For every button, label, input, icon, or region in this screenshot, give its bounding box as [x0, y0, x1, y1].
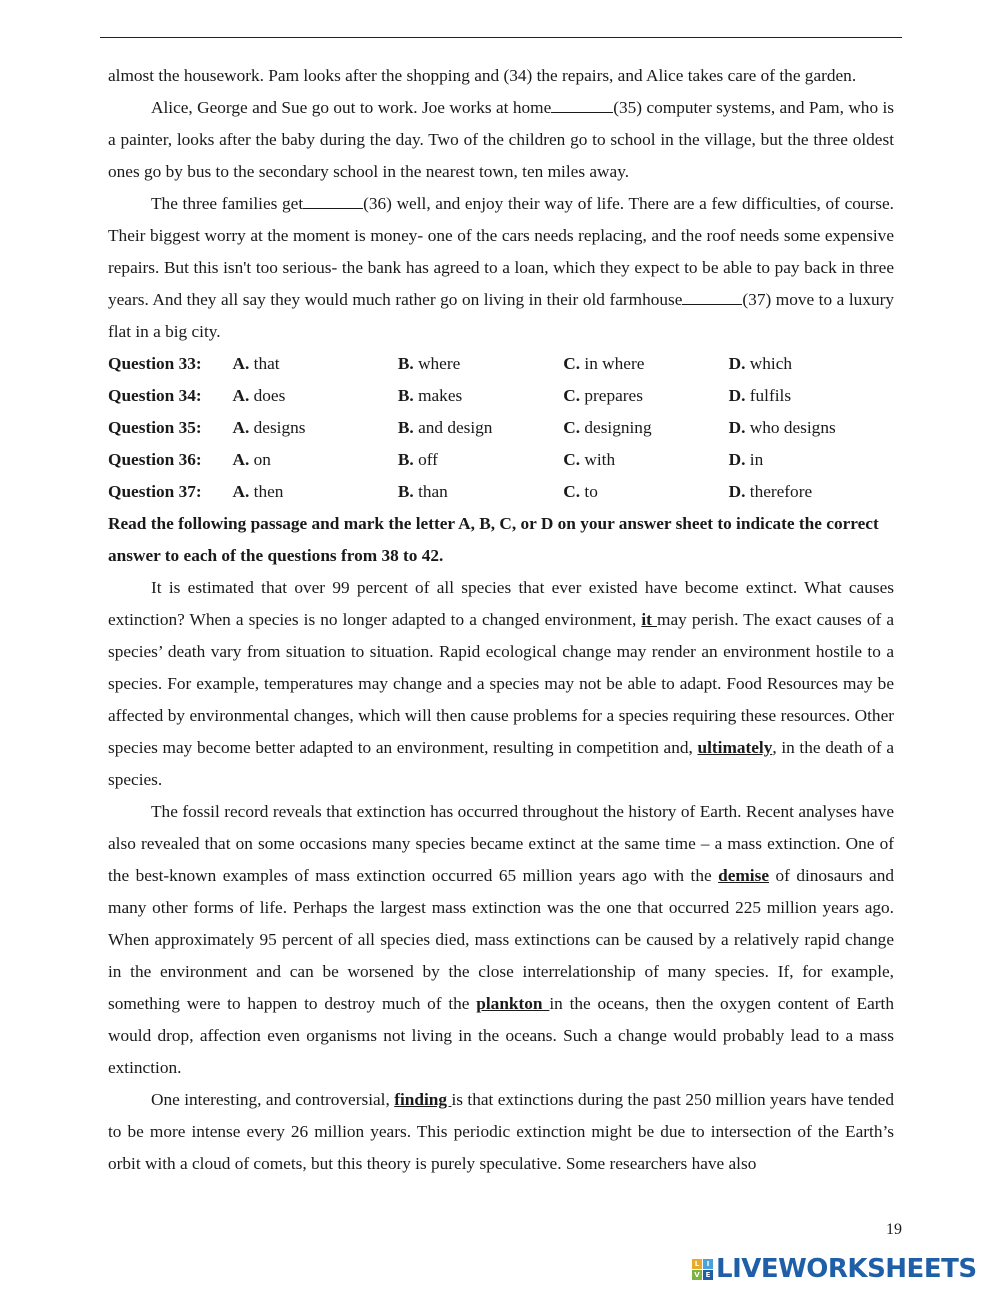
liveworksheets-logo[interactable]: [692, 1254, 977, 1284]
underlined-word-it: it: [641, 610, 657, 629]
passage2-paragraph-3: One interesting, and controversial, finding is that extinctions during the past 250 million years have tended to be more intense every 26 million years. This periodic extinction might be due to intersection of the Earth’s orbit with a cloud of comets, but this theory is purely speculative. Some researchers have also: [108, 1090, 894, 1173]
option-c[interactable]: C. prepares: [563, 386, 643, 405]
question-row: [108, 348, 894, 380]
blank-37[interactable]: [682, 286, 742, 305]
passage2-paragraph-2: The fossil record reveals that extinction has occurred throughout the history of Earth. Recent analyses have also revealed that on some occasions many species became extinct at the same time – a mass extinction. One of the best-known examples of mass extinction occurred 65 million years ago with the demise of dinosaurs and many other forms of life. Perhaps the largest mass extinction was the one that occurred 225 million years ago. When approximately 95 percent of all species died, mass extinctions can be caused by a relatively rapid change in the environment and can be worsened by the close interrelationship of many species. If, for example, something were to happen to destroy much of the plankton in the oceans, then the oxygen content of Earth would drop, affection even organisms not living in the oceans. Such a change would probably lead to a mass extinction.: [108, 802, 894, 1077]
option-a[interactable]: A. designs: [232, 418, 306, 437]
passage2-paragraph-1: It is estimated that over 99 percent of all species that ever existed have become extinct. What causes extinction? When a species is no longer adapted to a changed environment, it may perish. The exact causes of a species’ death vary from situation to situation. Rapid ecological change may render an environment hostile to a species. For example, temperatures may change and a species may not be able to adapt. Food Resources may be affected by environmental changes, which will then cause problems for a species requiring these resources. Other species may become better adapted to an environment, resulting in competition and, ultimately, in the death of a species.: [108, 578, 894, 789]
option-a[interactable]: A. on: [232, 450, 271, 469]
liveworksheets-logo-text: LIVEWORKSHEETS: [716, 1254, 977, 1284]
question-label: Question 36:: [108, 450, 202, 469]
question-label: Question 34:: [108, 386, 202, 405]
passage1-paragraph-2: Alice, George and Sue go out to work. Joe works at home (35) computer systems, and Pam, who is a painter, looks after the baby during the day. Two of the children go to school in the village, but the three oldest ones go by bus to the secondary school in the nearest town, ten miles away.: [108, 92, 894, 188]
header-rule: [100, 37, 902, 38]
underlined-word-finding: finding: [394, 1090, 452, 1109]
option-a[interactable]: A. does: [232, 386, 286, 405]
blank-36[interactable]: [303, 190, 363, 209]
question-row: [108, 476, 894, 508]
underlined-word-ultimately: ultimately: [697, 738, 773, 757]
question-label: Question 35:: [108, 418, 202, 437]
passage1-paragraph-3: The three families get (36) well, and enjoy their way of life. There are a few difficulties, of course. Their biggest worry at the moment is money- one of the cars needs replacing, and the roof needs some expensive repairs. But this isn't too serious- the bank has agreed to a loan, which they expect to be able to pay back in three years. And they all say they would much rather go on living in their old farmhouse (37) move to a luxury flat in a big city.: [108, 188, 894, 348]
option-a[interactable]: A. then: [232, 482, 284, 501]
option-d[interactable]: D. therefore: [728, 482, 813, 501]
option-b[interactable]: B. where: [397, 354, 461, 373]
liveworksheets-logo-icon: L I V E: [692, 1259, 713, 1280]
option-b[interactable]: B. off: [397, 450, 438, 469]
option-c[interactable]: C. to: [563, 482, 598, 501]
option-b[interactable]: B. makes: [397, 386, 463, 405]
option-c[interactable]: C. with: [563, 450, 616, 469]
option-d[interactable]: D. in: [728, 450, 764, 469]
question-list: [108, 348, 894, 508]
blank-35[interactable]: [551, 94, 613, 113]
page-number: 19: [886, 1221, 902, 1238]
question-row: [108, 444, 894, 476]
option-c[interactable]: C. designing: [563, 418, 652, 437]
option-b[interactable]: B. and design: [397, 418, 493, 437]
question-row: [108, 412, 894, 444]
worksheet-content: [108, 60, 894, 1180]
instruction: Read the following passage and mark the letter A, B, C, or D on your answer sheet to indicate the correct answer to each of the questions from 38 to 42.: [108, 514, 879, 565]
question-label: Question 33:: [108, 354, 202, 373]
passage1-paragraph-1: almost the housework. Pam looks after the shopping and (34) the repairs, and Alice takes care of the garden.: [108, 66, 857, 85]
option-d[interactable]: D. which: [728, 354, 792, 373]
option-d[interactable]: D. who designs: [728, 418, 836, 437]
underlined-word-plankton: plankton: [476, 994, 550, 1013]
question-row: [108, 380, 894, 412]
option-b[interactable]: B. than: [397, 482, 448, 501]
option-a[interactable]: A. that: [232, 354, 280, 373]
question-label: Question 37:: [108, 482, 202, 501]
underlined-word-demise: demise: [718, 866, 769, 885]
option-d[interactable]: D. fulfils: [728, 386, 792, 405]
option-c[interactable]: C. in where: [563, 354, 645, 373]
